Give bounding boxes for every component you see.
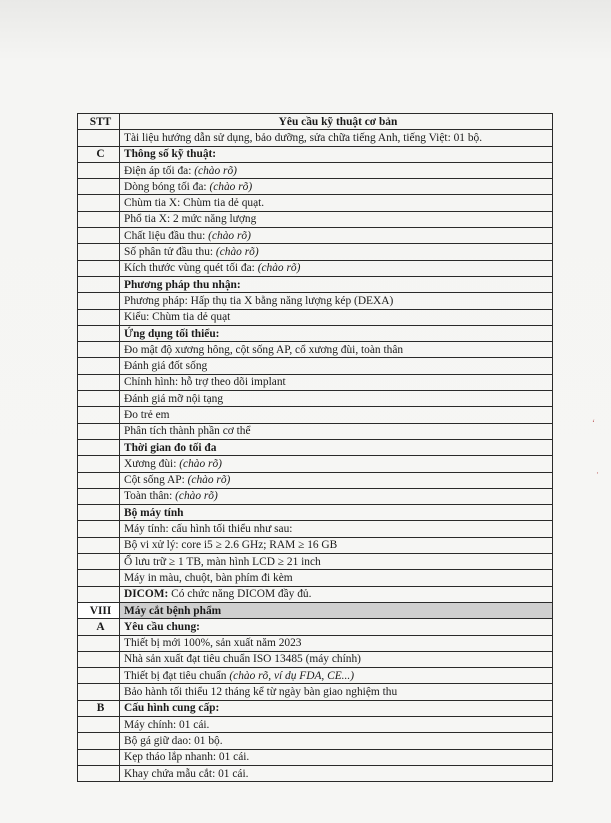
table-row: [78, 342, 553, 358]
header-stt: STT: [78, 114, 120, 130]
requirement-text: Đánh giá mỡ nội tạng: [124, 392, 224, 405]
row-stt: [78, 130, 120, 146]
table-row: [78, 358, 553, 374]
row-requirement: [120, 423, 553, 439]
table-row: [78, 309, 553, 325]
table-row: [78, 668, 553, 684]
requirement-note: (chào rõ): [179, 457, 222, 470]
row-stt: [78, 179, 120, 195]
table-row: [78, 293, 553, 309]
requirement-text: Xương đùi:: [124, 457, 180, 470]
requirement-text: Số phân tử đầu thu:: [124, 246, 216, 259]
table-row: [78, 570, 553, 586]
row-requirement: [120, 651, 553, 667]
row-stt: [78, 244, 120, 260]
table-body: [78, 130, 553, 782]
requirement-note: (chào rõ): [209, 180, 253, 193]
requirement-text: Phương pháp: Hấp thụ tia X bằng năng lượng kép (DEXA): [124, 294, 394, 307]
margin-mark: ·: [596, 468, 599, 478]
row-stt: [78, 570, 120, 586]
row-stt: [78, 260, 120, 276]
requirement-text: Chất liệu đầu thu:: [124, 229, 209, 242]
row-requirement: [120, 505, 553, 521]
row-stt: [78, 554, 120, 570]
row-requirement: [120, 554, 553, 570]
row-stt: [78, 228, 120, 244]
margin-mark: ‘: [592, 418, 595, 428]
row-requirement: [120, 195, 553, 211]
requirement-text: Yêu cầu chung:: [124, 620, 200, 633]
row-stt: [78, 195, 120, 211]
table-row: [78, 684, 553, 700]
row-stt: [78, 521, 120, 537]
row-requirement: [120, 602, 553, 618]
table-row: [78, 488, 553, 504]
row-stt: [78, 651, 120, 667]
row-requirement: [120, 407, 553, 423]
requirement-text: Ứng dụng tối thiểu:: [124, 327, 220, 340]
row-stt: [78, 407, 120, 423]
row-stt: [78, 456, 120, 472]
table-row: [78, 244, 553, 260]
requirement-text: Thời gian đo tối đa: [124, 441, 217, 454]
requirement-text: DICOM:: [124, 588, 169, 601]
row-stt: [78, 684, 120, 700]
row-stt: [78, 472, 120, 488]
table-row: [78, 325, 553, 341]
row-stt: [78, 505, 120, 521]
row-requirement: [120, 244, 553, 260]
requirement-text: Máy chính: 01 cái.: [124, 718, 210, 731]
row-stt: [78, 358, 120, 374]
table-row: [78, 505, 553, 521]
requirement-text: Khay chứa mẫu cắt: 01 cái.: [124, 767, 249, 780]
table-row: [78, 130, 553, 146]
requirement-text: Cấu hình cung cấp:: [124, 702, 220, 715]
row-requirement: [120, 130, 553, 146]
requirement-text: Bộ vi xử lý: core i5 ≥ 2.6 GHz; RAM ≥ 16 GB: [124, 539, 338, 552]
row-stt: A: [78, 619, 120, 635]
requirement-note: (chào rõ): [215, 246, 259, 259]
row-stt: [78, 439, 120, 455]
header-requirement: Yêu cầu kỹ thuật cơ bản: [120, 114, 553, 130]
table-row: [78, 472, 553, 488]
row-requirement: [120, 325, 553, 341]
requirement-text: Kiểu: Chùm tia dẻ quạt: [124, 311, 231, 324]
row-stt: C: [78, 146, 120, 162]
row-requirement: [120, 668, 553, 684]
requirement-note: (chào rõ): [257, 262, 301, 275]
table-row: [78, 211, 553, 227]
table-row: [78, 537, 553, 553]
requirement-text: Máy cắt bệnh phẩm: [124, 604, 222, 617]
row-requirement: [120, 374, 553, 390]
row-requirement: [120, 276, 553, 292]
row-stt: [78, 342, 120, 358]
row-requirement: [120, 749, 553, 765]
table-header-row: [78, 114, 553, 130]
table-row: [78, 733, 553, 749]
table-row: [78, 635, 553, 651]
requirement-text: Chỉnh hình: hỗ trợ theo dõi implant: [124, 376, 286, 389]
row-stt: [78, 325, 120, 341]
requirement-text: Bộ gá giữ dao: 01 bộ.: [124, 734, 223, 747]
row-requirement: [120, 537, 553, 553]
table-row: [78, 407, 553, 423]
requirement-text: Đo mật độ xương hông, cột sống AP, cổ xương đùi, toàn thân: [124, 343, 404, 356]
requirement-text: Thông số kỹ thuật:: [124, 148, 217, 161]
requirement-text: Thiết bị đạt tiêu chuẩn: [124, 669, 230, 682]
requirement-note: (chào rõ): [187, 474, 231, 487]
row-requirement: [120, 488, 553, 504]
table-row: [78, 439, 553, 455]
table-row: [78, 602, 553, 618]
requirement-text: Phân tích thành phần cơ thể: [124, 425, 251, 438]
table-row: [78, 179, 553, 195]
requirement-text: Phổ tia X: 2 mức năng lượng: [124, 213, 257, 226]
row-requirement: [120, 293, 553, 309]
row-requirement: [120, 162, 553, 178]
row-stt: B: [78, 700, 120, 716]
table-row: [78, 700, 553, 716]
requirement-text: Kích thước vùng quét tối đa:: [124, 262, 258, 275]
row-requirement: [120, 391, 553, 407]
requirement-note: (chào rõ): [208, 229, 251, 242]
requirement-note: (chào rõ): [194, 164, 237, 177]
requirement-note: (chào rõ): [175, 490, 218, 503]
table-row: [78, 195, 553, 211]
requirement-text: Toàn thân:: [124, 490, 176, 503]
requirement-text: Điện áp tối đa:: [124, 164, 195, 177]
row-requirement: [120, 456, 553, 472]
row-requirement: [120, 716, 553, 732]
table-row: [78, 554, 553, 570]
row-stt: [78, 635, 120, 651]
row-stt: [78, 537, 120, 553]
row-stt: [78, 423, 120, 439]
row-stt: [78, 211, 120, 227]
row-requirement: [120, 342, 553, 358]
row-stt: [78, 749, 120, 765]
spec-table: [77, 113, 553, 782]
requirement-text: Cột sống AP:: [124, 474, 188, 487]
row-requirement: [120, 570, 553, 586]
requirement-text: Bảo hành tối thiểu 12 tháng kể từ ngày bàn giao nghiệm thu: [124, 686, 398, 699]
requirement-text: Máy in màu, chuột, bàn phím đi kèm: [124, 571, 293, 584]
row-stt: [78, 276, 120, 292]
row-stt: [78, 586, 120, 602]
row-stt: [78, 668, 120, 684]
row-stt: [78, 293, 120, 309]
row-requirement: [120, 765, 553, 781]
row-stt: [78, 309, 120, 325]
table-row: [78, 619, 553, 635]
row-stt: [78, 374, 120, 390]
row-stt: [78, 716, 120, 732]
table-row: [78, 260, 553, 276]
row-stt: VIII: [78, 602, 120, 618]
row-requirement: [120, 684, 553, 700]
table-row: [78, 228, 553, 244]
row-stt: [78, 391, 120, 407]
requirement-text: Kẹp tháo lắp nhanh: 01 cái.: [124, 751, 250, 764]
row-requirement: [120, 228, 553, 244]
row-requirement: [120, 586, 553, 602]
table-row: [78, 749, 553, 765]
row-requirement: [120, 309, 553, 325]
row-requirement: [120, 700, 553, 716]
requirement-text: Phương pháp thu nhận:: [124, 278, 241, 291]
row-requirement: [120, 472, 553, 488]
requirement-text: Máy tính: cấu hình tối thiểu như sau:: [124, 523, 293, 536]
table-row: [78, 765, 553, 781]
row-requirement: [120, 635, 553, 651]
table-row: [78, 456, 553, 472]
row-requirement: [120, 358, 553, 374]
row-requirement: [120, 146, 553, 162]
row-stt: [78, 162, 120, 178]
requirement-text: Tài liệu hướng dẫn sử dụng, bảo dưỡng, sửa chữa tiếng Anh, tiếng Việt: 01 bộ.: [124, 131, 483, 144]
row-requirement: [120, 733, 553, 749]
row-requirement: [120, 439, 553, 455]
row-requirement: [120, 260, 553, 276]
requirement-text: Nhà sản xuất đạt tiêu chuẩn ISO 13485 (máy chính): [124, 653, 361, 666]
requirement-note: (chào rõ, ví dụ FDA, CE...): [229, 669, 354, 682]
row-stt: [78, 488, 120, 504]
table-row: [78, 521, 553, 537]
requirement-text: Đo trẻ em: [124, 408, 170, 421]
row-requirement: [120, 619, 553, 635]
table-row: [78, 391, 553, 407]
requirement-text: Bộ máy tính: [124, 506, 184, 519]
table-row: [78, 586, 553, 602]
row-requirement: [120, 211, 553, 227]
table-row: [78, 146, 553, 162]
row-stt: [78, 733, 120, 749]
row-stt: [78, 765, 120, 781]
requirement-text: Dòng bóng tối đa:: [124, 180, 210, 193]
requirement-text: Thiết bị mới 100%, sản xuất năm 2023: [124, 637, 302, 650]
requirement-text: Đánh giá đốt sống: [124, 360, 208, 373]
requirement-text: Ổ lưu trữ ≥ 1 TB, màn hình LCD ≥ 21 inch: [124, 555, 321, 568]
row-requirement: [120, 179, 553, 195]
table-row: [78, 651, 553, 667]
table-row: [78, 716, 553, 732]
row-requirement: [120, 521, 553, 537]
table-row: [78, 423, 553, 439]
table-row: [78, 374, 553, 390]
table-row: [78, 162, 553, 178]
requirement-text: Chùm tia X: Chùm tia dẻ quạt.: [124, 197, 265, 210]
requirement-text-rest: Có chức năng DICOM đầy đủ.: [168, 588, 312, 601]
table-row: [78, 276, 553, 292]
